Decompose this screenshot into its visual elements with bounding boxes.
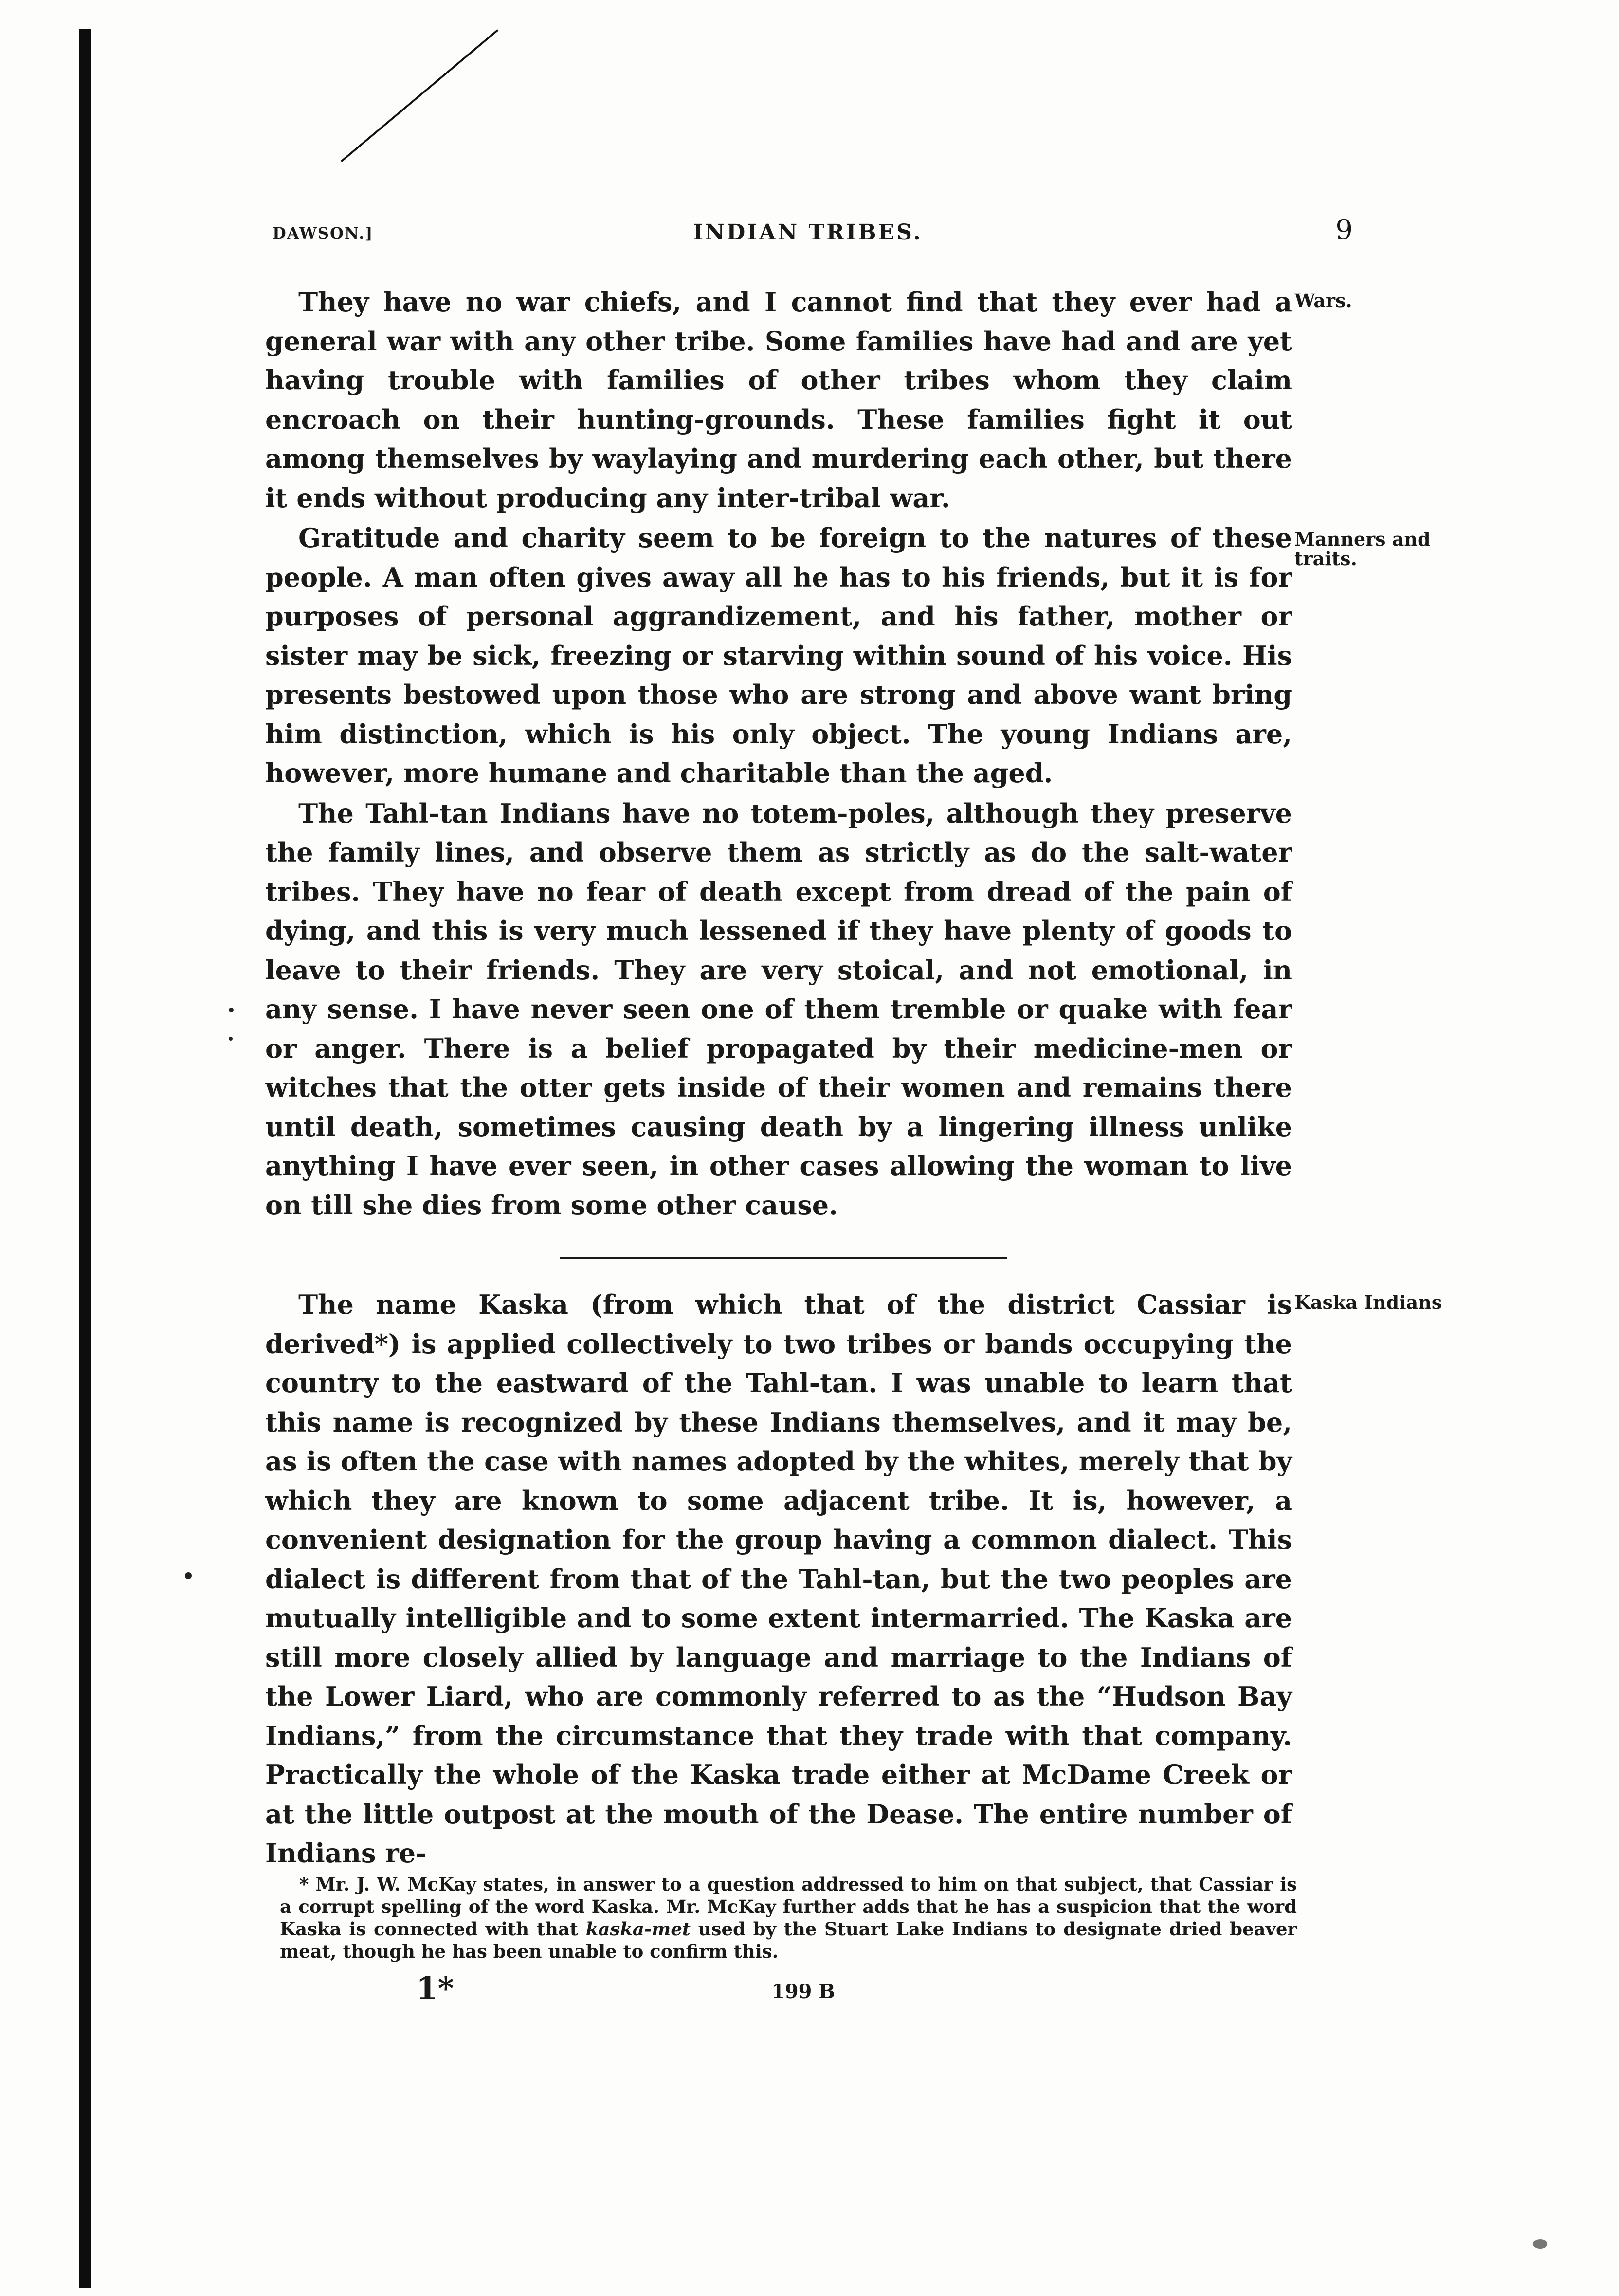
body-column-top	[265, 282, 1292, 1226]
footnote	[280, 1873, 1297, 1963]
footnote-marker: *	[299, 1874, 309, 1895]
author-tag: DAWSON.]	[273, 224, 374, 242]
scan-speck	[229, 1037, 233, 1041]
scan-edge-bar	[79, 29, 91, 2288]
footnote-text-after: used by the Stuart Lake Indians to designate dried beaver meat, though he has been unable to confirm this.	[280, 1918, 1297, 1962]
folio-number: 199 B	[771, 1980, 836, 2003]
section-divider	[560, 1257, 1007, 1259]
scan-speck	[185, 1572, 192, 1579]
page-number: 9	[1335, 214, 1353, 246]
paragraph-totems: The Tahl-tan Indians have no totem-poles, although they preserve the family lines, and observe them as strictly as do the salt-water tribes. They have no fear of death except from dread of the pain of dying, and this is very much lessened if they have plenty of goods to leave to their friends. They are very stoical, and not emotional, in any sense. I have never seen one of them tremble or quake with fear or anger. There is a belief propagated by their medicine-men or witches that the otter gets inside of their women and remains there until death, sometimes causing death by a lingering illness unlike anything I have ever seen, in other cases allowing the woman to live on till she dies from some other cause.	[265, 797, 1292, 1221]
margin-note-wars: Wars.	[1294, 290, 1352, 312]
signature-mark: 1*	[416, 1970, 454, 2007]
paragraph-manners: Gratitude and charity seem to be foreign to the natures of these people. A man often gives away all he has to his friends, but it is for purposes of personal aggrandizement, and his father, mother or sister may be sick, freezing or starving within sound of his voice. His presents bestowed upon those who are strong and above want bring him distinction, which is his only object. The young Indians are, however, more humane and charitable than the aged.	[265, 522, 1292, 789]
body-column-bottom	[265, 1285, 1292, 1874]
margin-note-manners: Manners and traits.	[1294, 528, 1431, 569]
paragraph-wars: They have no war chiefs, and I cannot find that they ever had a general war with any other tribe. Some families have had and are yet having trouble with families of other tribes whom they claim encroach on their hunting-grounds. These families fight it out among themselves by waylaying and murdering each other, but there it ends without producing any inter-tribal war.	[265, 286, 1292, 514]
footnote-text-before: Mr. J. W. McKay states, in answer to a question addressed to him on that subject, that Cassiar is a corrupt spelling of the word Kaska. Mr. McKay further adds that he has a suspicion that the word Kaska is connected with that	[280, 1874, 1297, 1940]
footnote-italic-term: kaska-met	[585, 1918, 691, 1940]
scan-speck	[229, 1008, 234, 1012]
margin-note-kaska: Kaska Indians	[1294, 1291, 1442, 1313]
paragraph-kaska: The name Kaska (from which that of the district Cassiar is derived*) is applied collectively to two tribes or bands occupying the country to the eastward of the Tahl-tan. I was unable to learn that this name is recognized by these Indians themselves, and it may be, as is often the case with names adopted by the whites, merely that by which they are known to some adjacent tribe. It is, however, a convenient designation for the group having a common dialect. This dialect is different from that of the Tahl-tan, but the two peoples are mutually intelligible and to some extent intermarried. The Kaska are still more closely allied by language and marriage to the Indians of the Lower Liard, who are commonly referred to as the “Hudson Bay Indians,” from the circumstance that they trade with that company. Practically the whole of the Kaska trade either at McDame Creek or at the little outpost at the mouth of the Dease. The entire number of Indians re-	[265, 1289, 1292, 1869]
pen-stroke	[341, 29, 498, 162]
running-header	[263, 214, 1353, 248]
scan-speck	[1533, 2239, 1547, 2249]
page-title: INDIAN TRIBES.	[693, 220, 923, 245]
